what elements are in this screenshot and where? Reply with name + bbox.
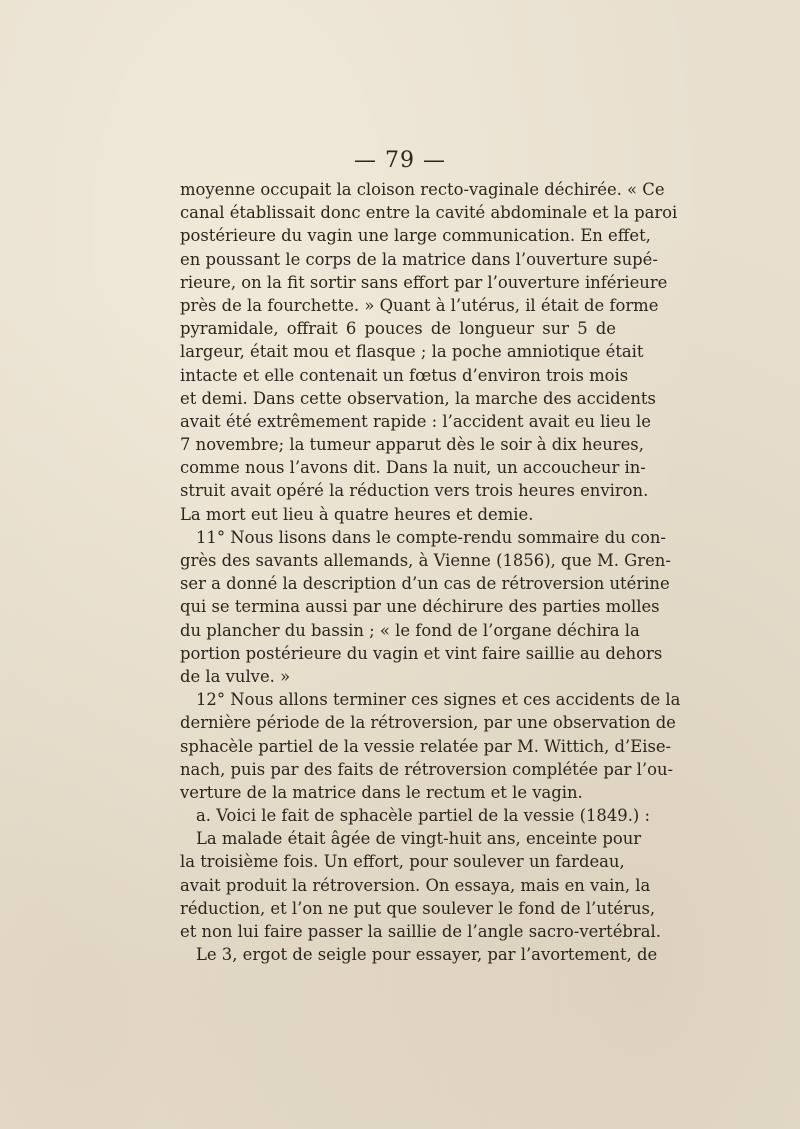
- text-line: et demi. Dans cette observation, la marche des accidents: [180, 388, 656, 408]
- text-line: rieure, on la fit sortir sans effort par l’ouverture inférieure: [180, 272, 668, 292]
- text-line: près de la fourchette. » Quant à l’utérus, il était de forme: [180, 295, 659, 315]
- text-line: verture de la matrice dans le rectum et le vagin.: [180, 782, 583, 802]
- text-line: avait produit la rétroversion. On essaya, mais en vain, la: [180, 875, 651, 895]
- text-line: moyenne occupait la cloison recto-vaginale déchirée. « Ce: [180, 180, 665, 199]
- text-line: portion postérieure du vagin et vint faire saillie au dehors: [180, 643, 663, 663]
- text-line: de la vulve. »: [180, 666, 291, 686]
- text-line: Le 3, ergot de seigle pour essayer, par l’avortement, de: [196, 945, 658, 965]
- body-text: [180, 178, 681, 966]
- text-line: canal établissait donc entre la cavité abdominale et la paroi: [180, 203, 678, 223]
- text-line: 12° Nous allons terminer ces signes et ces accidents de la: [196, 690, 681, 710]
- text-line: grès des savants allemands, à Vienne (1856), que M. Gren-: [180, 551, 671, 570]
- text-line: pyramidale, offrait 6 pouces de longueur sur 5 de: [180, 319, 616, 339]
- text-line: struit avait opéré la réduction vers trois heures environ.: [180, 481, 649, 501]
- text-line: La mort eut lieu à quatre heures et demie.: [180, 504, 534, 524]
- text-line: dernière période de la rétroversion, par une observation de: [180, 713, 676, 733]
- text-line: 11° Nous lisons dans le compte-rendu sommaire du con-: [196, 527, 666, 547]
- text-line: postérieure du vagin une large communication. En effet,: [180, 226, 651, 246]
- text-line: La malade était âgée de vingt-huit ans, enceinte pour: [196, 829, 642, 849]
- text-line: avait été extrêmement rapide : l’accident avait eu lieu le: [180, 411, 651, 431]
- text-line: sphacèle partiel de la vessie relatée par M. Wittich, d’Eise-: [180, 736, 672, 756]
- page-number: — 79 —: [354, 148, 446, 173]
- text-line: en poussant le corps de la matrice dans l’ouverture supé-: [180, 249, 658, 269]
- text-line: nach, puis par des faits de rétroversion complétée par l’ou-: [180, 759, 674, 779]
- text-line: 7 novembre; la tumeur apparut dès le soir à dix heures,: [180, 435, 644, 455]
- text-line: qui se termina aussi par une déchirure des parties molles: [180, 597, 660, 617]
- text-line: réduction, et l’on ne put que soulever le fond de l’utérus,: [180, 898, 656, 918]
- text-line: a. Voici le fait de sphacèle partiel de la vessie (1849.) :: [196, 806, 651, 826]
- text-line: ser a donné la description d’un cas de rétroversion utérine: [180, 574, 670, 594]
- text-line: et non lui faire passer la saillie de l’angle sacro-vertébral.: [180, 922, 661, 941]
- text-line: intacte et elle contenait un fœtus d’environ trois mois: [180, 365, 629, 385]
- text-line: largeur, était mou et flasque ; la poche amniotique était: [180, 342, 644, 362]
- text-line: comme nous l’avons dit. Dans la nuit, un accoucheur in-: [180, 458, 646, 478]
- text-line: la troisième fois. Un effort, pour soulever un fardeau,: [180, 852, 625, 872]
- text-line: du plancher du bassin ; « le fond de l’organe déchira la: [180, 620, 640, 640]
